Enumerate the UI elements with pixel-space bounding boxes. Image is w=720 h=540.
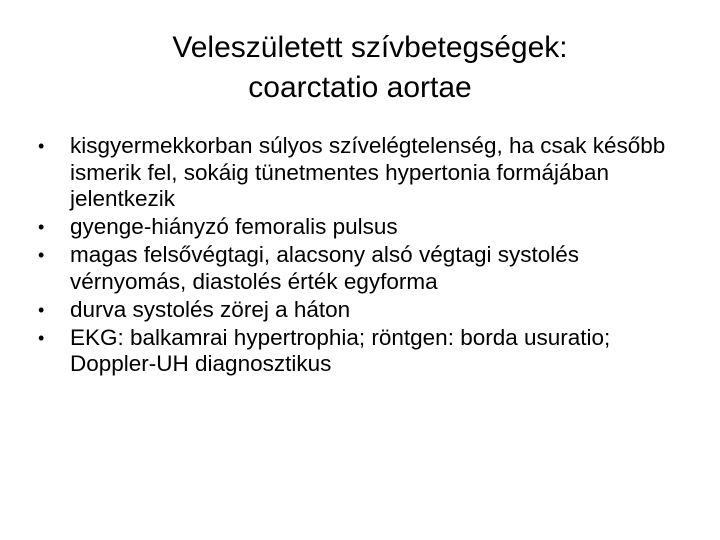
- bullet-list: [36, 133, 686, 379]
- bullet-dot-icon: •: [38, 245, 45, 265]
- bullet-dot-icon: •: [38, 299, 45, 320]
- title-line-1: Veleszületett szívbetegségek:: [172, 31, 568, 64]
- title-line-2: coarctatio aortae: [248, 71, 472, 104]
- bullet-item: [36, 133, 686, 213]
- bullet-item: [36, 214, 686, 241]
- bullet-item: [36, 242, 686, 295]
- bullet-text: magas felsővégtagi, alacsony alsó végtagi systolés vérnyomás, diastolés érték egyforma: [70, 242, 580, 294]
- bullet-dot-icon: •: [38, 327, 45, 348]
- bullet-text: durva systolés zörej a háton: [70, 296, 351, 322]
- bullet-text: EKG: balkamrai hypertrophia; röntgen: borda usuratio; Doppler-UH diagnosztikus: [70, 324, 611, 376]
- bullet-text: gyenge-hiányzó femoralis pulsus: [70, 214, 398, 239]
- slide-title: [0, 28, 720, 108]
- bullet-dot-icon: •: [38, 217, 45, 237]
- bullet-item: [36, 297, 686, 324]
- bullet-item: [36, 325, 686, 378]
- bullet-text: kisgyermekkorban súlyos szívelégtelenség, ha csak később ismerik fel, sokáig tünetmentes hypertonia formájában jelentkezik: [70, 133, 666, 211]
- bullet-dot-icon: •: [38, 136, 45, 156]
